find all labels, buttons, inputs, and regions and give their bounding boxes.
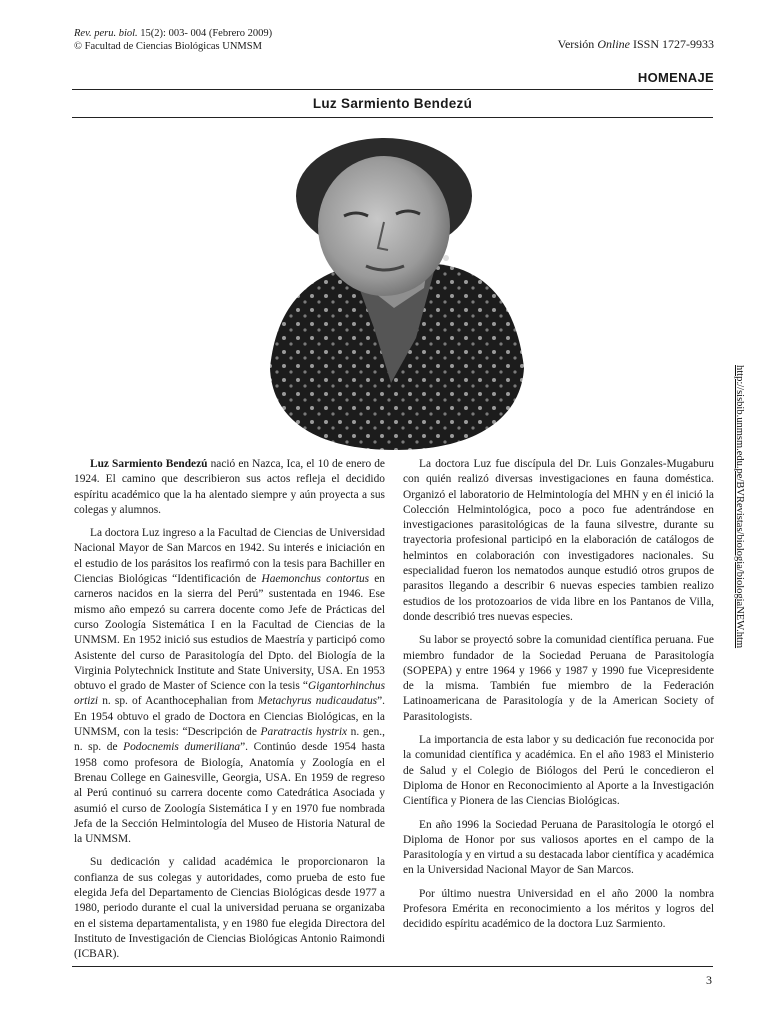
paragraph-text: en carneros nacidos en la sierra del Perú” sustentada en 1946. Ese mismo año empezó su carrera docente como Jefe de Prácticas del curso Zoología Sistemática I en la Facultad de Ciencias de la UNMSM. En 1952 inició sus estudios de Maestría y participó como Asistente del curso de Parasitología del Dpto. del Biología de la Virginia Polytechnick Institute and State University, USA. En 1953 obtuvo el grado de Master of Science con la tesis “ [74, 573, 385, 693]
version-issn [558, 37, 714, 52]
species-name: Metachyrus nudicaudatus [257, 695, 378, 708]
lead-name: Luz Sarmiento Bendezú [90, 458, 208, 470]
section-label: HOMENAJE [637, 70, 714, 85]
species-name: Podocnemis dumeriliana [123, 741, 241, 754]
right-column [403, 457, 714, 941]
portrait-photo [266, 138, 526, 450]
version-online: Online [597, 37, 630, 51]
species-name: Paratractis hystrix [260, 726, 348, 739]
paragraph: La doctora Luz fue discípula del Dr. Luis Gonzales-Mugaburu con quién realizó diversas investigaciones en fauna doméstica. Organizó el laboratorio de Helmintología del MHN y en él inició la Colección Helmintológica, poco a poco fue adentrándose en investigaciones parasitológicas de la fauna silvestre, durante su trayectoria profesional participó en la elaboración de catálogos de helmintos en colaboración con investigadores nacionales. Su especialidad fueron los nematodos aunque estudió otros grupos de parasitos llegando a describir 6 nuevas especies tambien realizo estudios de los protozoarios de vida libre en los Pantanos de Villa, donde describió tres nuevas especies. [403, 458, 714, 623]
paragraph-text: ”. Continúo desde 1954 hasta 1958 como profesora de Biología, Anatomía y Zoología en el Brenau College en Gainesville, Georgia, USA. En 1959 de regreso al Perú continuó su carrera docente como Catedrática Asociada y asumió el curso de Zoología Sistemática I y en 1970 fue nombrada Jefa de la Sección Helmintología del Museo de Historia Natural de la UNMSM. [74, 741, 385, 846]
paragraph-text: n. gen., n. sp. de [74, 726, 385, 754]
journal-name: Rev. peru. biol. [74, 28, 138, 39]
copyright: © Facultad de Ciencias Biológicas UNMSM [74, 41, 262, 52]
side-url-link[interactable] [727, 365, 749, 695]
citation [74, 27, 272, 53]
paragraph: En año 1996 la Sociedad Peruana de Parasitología le otorgó el Diploma de Honor por sus valiosos aportes en el campo de la Parasitología y en virtud a su destacada labor científica y académica en la Universidad Nacional Mayor de San Marcos. [403, 818, 714, 877]
species-name: Gigantorhinchus ortizi [74, 680, 385, 708]
page-number: 3 [706, 973, 712, 987]
side-url-text[interactable]: http://sisbib.unmsm.edu.pe/BVRevistas/biologia/biologiaNEW.htm [734, 365, 745, 649]
left-column [74, 457, 385, 971]
paragraph [74, 526, 385, 847]
paragraph: Su labor se proyectó sobre la comunidad científica peruana. Fue miembro fundador de la Sociedad Peruana de Parasitología (SOPEPA) y entre 1964 y 1966 y 1987 y 1990 fue Vicepresidente de la misma. También fue miembro de la Federación Latinoamericana de Parasitología y de la American Society of Parasitologists. [403, 634, 714, 723]
paragraph-text: nació en Nazca, Ica, el 10 de enero de 1924. El camino que describieron sus actos refleja el decidido espíritu académico que la ha alentado siempre y aún proyecta a sus colegas y alumnos. [74, 458, 385, 516]
paragraph-text: La doctora Luz ingreso a la Facultad de Ciencias de Universidad Nacional Mayor de San Marcos en 1942. Su interés e iniciación en el estudio de los parásitos los reafirmó con la tesis para Bachiller en Ciencias Biológicas “Identificación de [74, 527, 385, 586]
title-rule [72, 117, 713, 118]
paragraph-text: ”. En 1954 obtuvo el grado de Doctora en Ciencias Biológicas, en la UNMSM, con la tesis: “Descripción de [74, 695, 385, 739]
top-rule [72, 89, 713, 90]
version-prefix: Versión [557, 37, 598, 51]
journal-issue: 15(2): 003- 004 (Febrero 2009) [137, 28, 273, 39]
footer-rule [72, 966, 713, 967]
species-name: Haemonchus contortus [261, 573, 370, 586]
paragraph-text: n. sp. of Acanthocephalian from [98, 695, 258, 708]
issn: ISSN 1727-9933 [629, 37, 714, 51]
paragraph [74, 457, 385, 518]
paragraph: La importancia de esta labor y su dedicación fue reconocida por la comunidad científica y académica. En el año 1983 el Ministerio de Salud y el Colegio de Biólogos del Perú le concedieron el Diploma de Honor en Reconocimiento al Aporte a la Investigación Científica y Pionera de las Ciencias Biológicas. [403, 734, 714, 808]
paragraph: Su dedicación y calidad académica le proporcionaron la confianza de sus colegas y autoridades, como prueba de esto fue elegida Jefa del Departamento de Ciencias Biológicas desde 1977 a 1980, periodo durante el cual la universidad peruana se organizaba en el sistema departamentalista, y en 1980 fue elegida Directora del Instituto de Investigación de Ciencias Biológicas Antonio Raimondi (ICBAR). [74, 856, 385, 961]
paragraph: Por último nuestra Universidad en el año 2000 la nombra Profesora Emérita en reconocimiento a los méritos y logros del decidido espíritu académico de la doctora Luz Sarmiento. [403, 887, 714, 931]
article-title: Luz Sarmiento Bendezú [312, 96, 473, 111]
